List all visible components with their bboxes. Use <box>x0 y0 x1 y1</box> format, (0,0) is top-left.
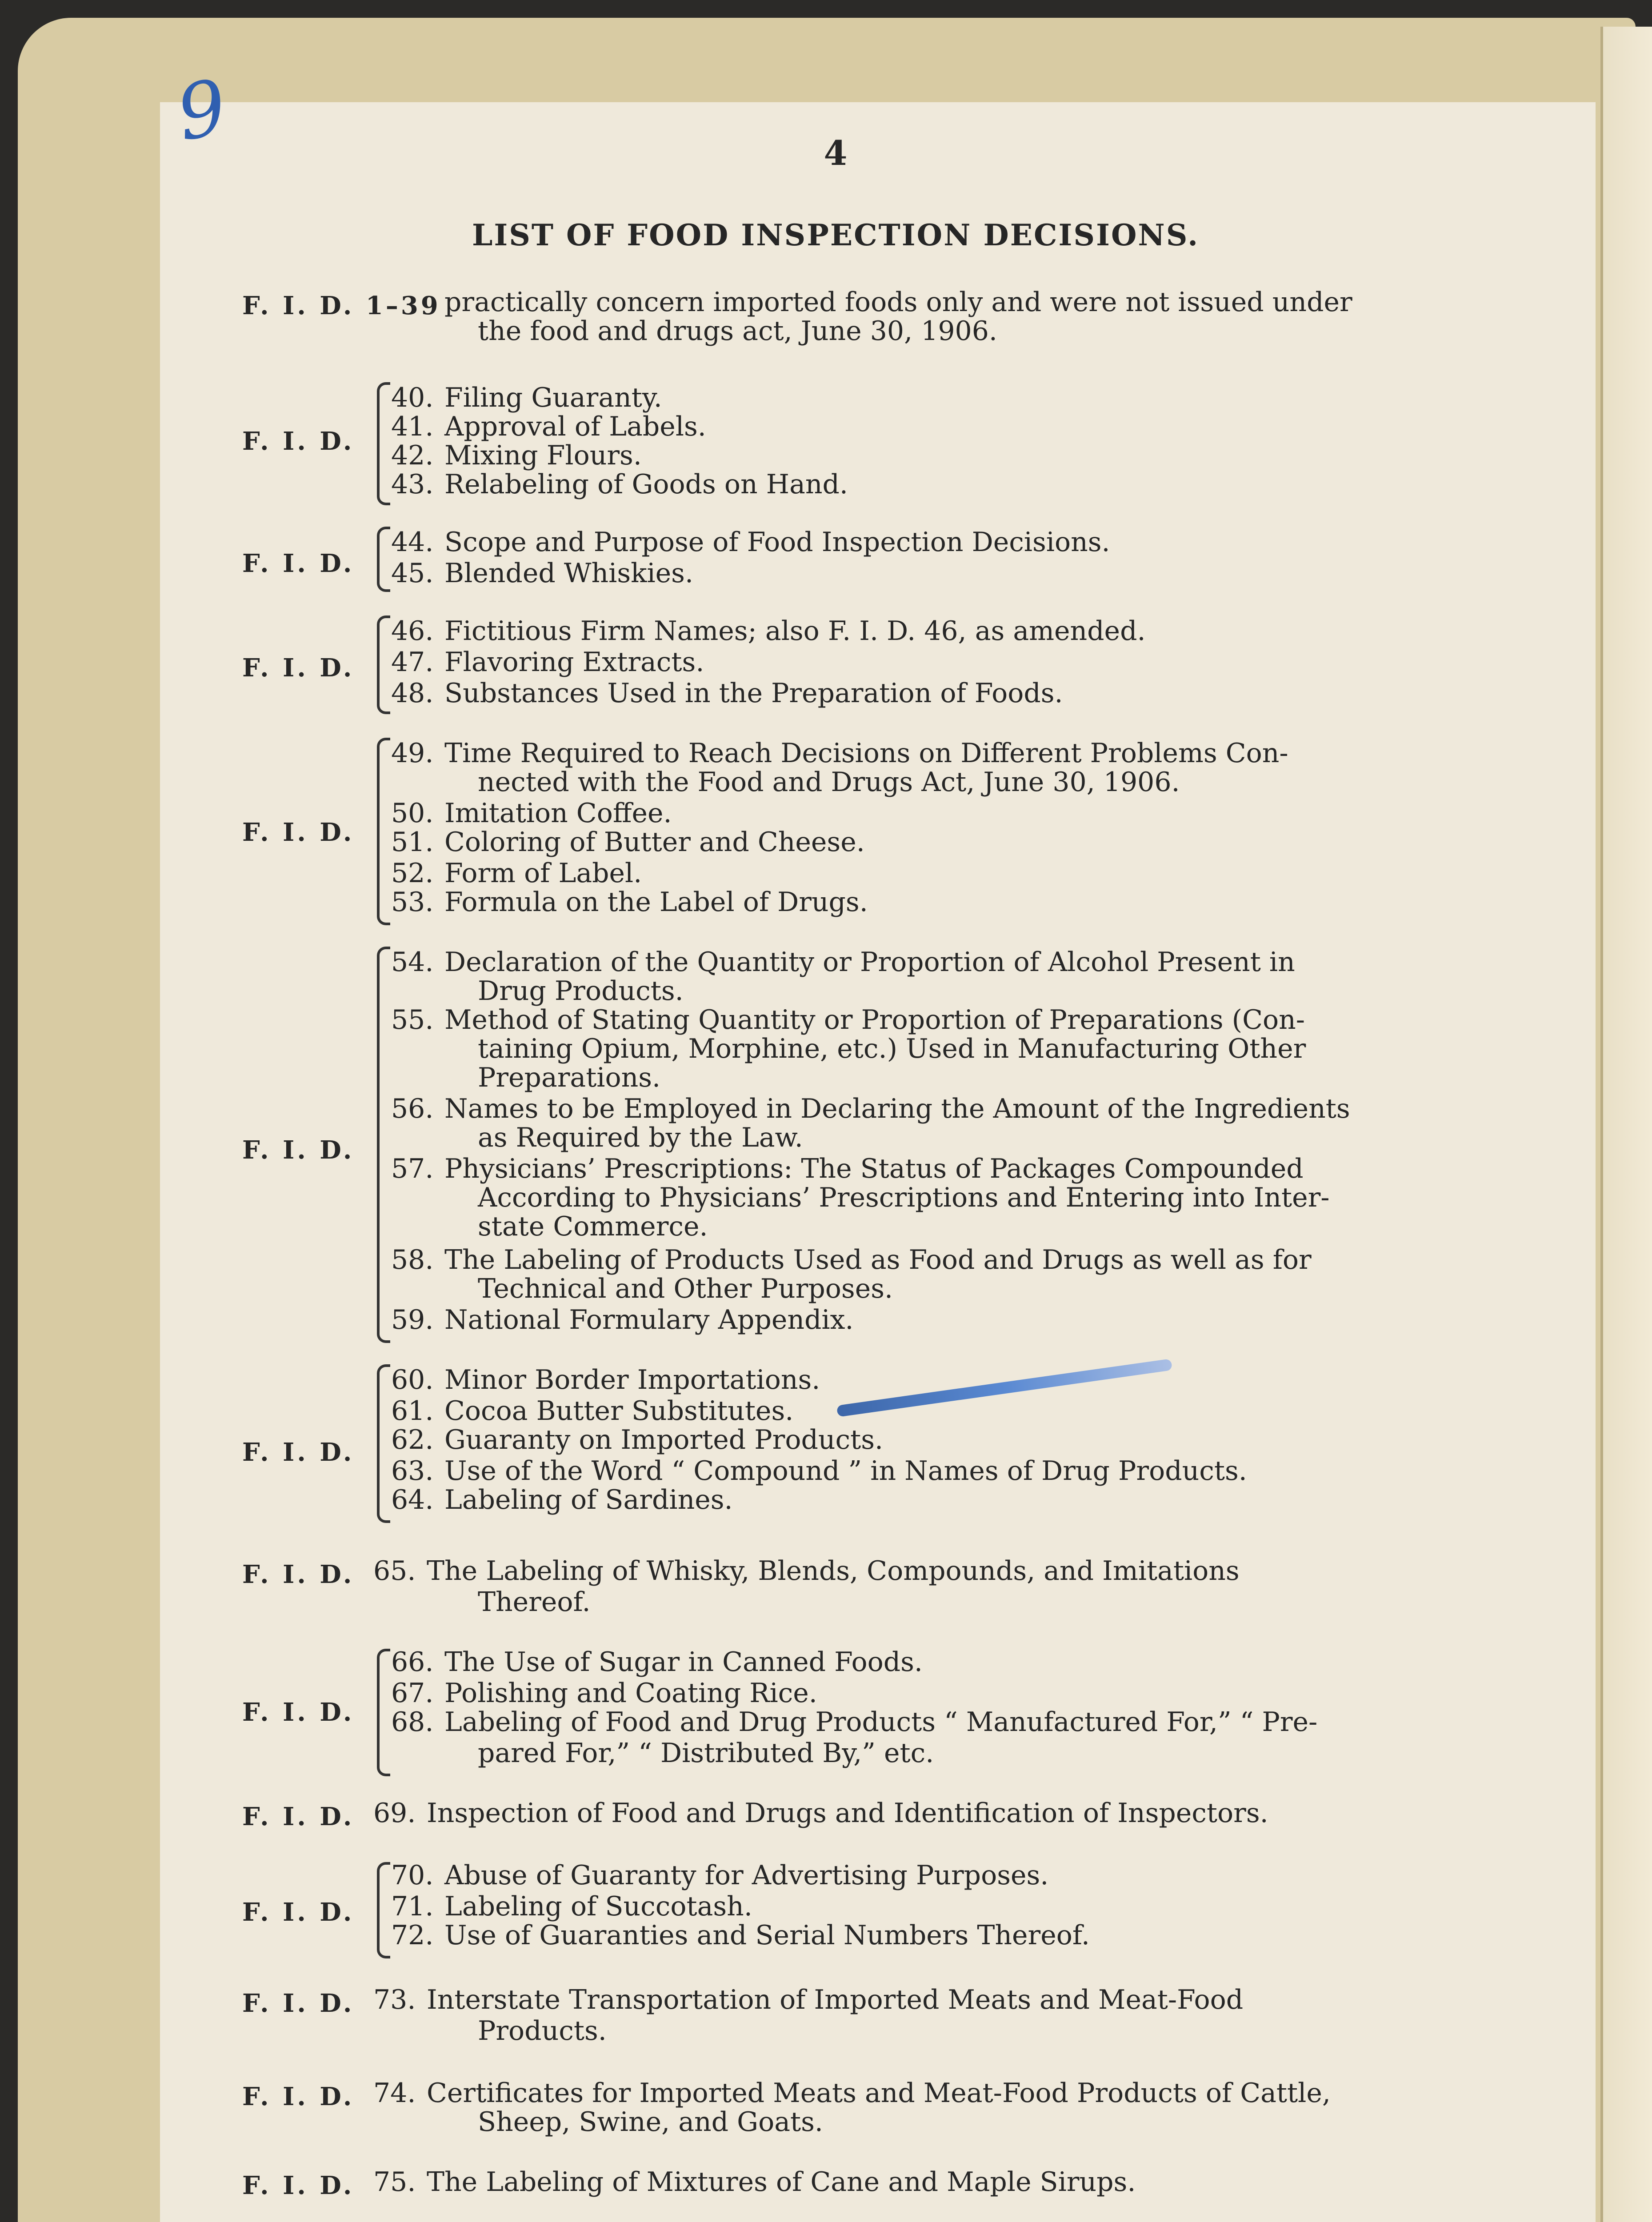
group-brace <box>377 615 390 714</box>
list-item: 55. Method of Stating Quantity or Proportion of Preparations (Con- <box>391 1004 1305 1035</box>
list-item: 44. Scope and Purpose of Food Inspection Decisions. <box>391 527 1110 558</box>
group-brace <box>377 1649 390 1776</box>
list-item: 62. Guaranty on Imported Products. <box>391 1424 884 1455</box>
list-item: 63. Use of the Word “ Compound ” in Names of Drug Products. <box>391 1455 1247 1487</box>
list-item: 64. Labeling of Sardines. <box>391 1484 733 1515</box>
list-item-continued: Preparations. <box>478 1062 661 1093</box>
entry-text-continued: Thereof. <box>478 1587 591 1618</box>
list-item: 70. Abuse of Guaranty for Advertising Purposes. <box>391 1860 1049 1891</box>
group-label: F. I. D. <box>242 427 355 456</box>
group-brace <box>377 738 390 925</box>
entry-text: 74. Certificates for Imported Meats and Meat-Food Products of Cattle, <box>373 2078 1331 2109</box>
list-item: 51. Coloring of Butter and Cheese. <box>391 827 865 858</box>
group-label: F. I. D. <box>242 653 355 683</box>
entry-text-continued: Sheep, Swine, and Goats. <box>478 2106 823 2138</box>
list-item: 47. Flavoring Extracts. <box>391 647 704 678</box>
list-item: 53. Formula on the Label of Drugs. <box>391 887 868 918</box>
list-item: 66. The Use of Sugar in Canned Foods. <box>391 1647 923 1678</box>
group-brace <box>377 1364 390 1523</box>
list-item: 71. Labeling of Succotash. <box>391 1891 752 1922</box>
list-item: 43. Relabeling of Goods on Hand. <box>391 469 848 500</box>
list-item: 72. Use of Guaranties and Serial Numbers Thereof. <box>391 1920 1090 1951</box>
list-item-continued: state Commerce. <box>478 1211 708 1242</box>
group-label: F. I. D. <box>242 1898 355 1927</box>
group-brace <box>377 947 390 1343</box>
group-brace <box>377 382 390 505</box>
entry-text: 65. The Labeling of Whisky, Blends, Compounds, and Imitations <box>373 1555 1240 1587</box>
group-label: F. I. D. <box>242 1698 355 1727</box>
list-item: 59. National Formulary Appendix. <box>391 1304 854 1335</box>
entry-text: practically concern imported foods only and were not issued under <box>444 287 1352 318</box>
entry-text: 73. Interstate Transportation of Imported Meats and Meat-Food <box>373 1984 1244 2015</box>
list-item: 61. Cocoa Butter Substitutes. <box>391 1395 794 1427</box>
list-item: 68. Labeling of Food and Drug Products “ Manufactured For,” “ Pre- <box>391 1706 1318 1738</box>
list-item-continued: Technical and Other Purposes. <box>478 1273 893 1304</box>
list-item: 45. Blended Whiskies. <box>391 558 694 589</box>
list-item: 46. Fictitious Firm Names; also F. I. D. 46, as amended. <box>391 615 1146 647</box>
page-number: 4 <box>824 133 848 173</box>
list-item: 42. Mixing Flours. <box>391 440 642 471</box>
list-item-continued: pared For,” “ Distributed By,” etc. <box>478 1738 934 1769</box>
list-item: 50. Imitation Coffee. <box>391 798 672 829</box>
list-item: 60. Minor Border Importations. <box>391 1364 820 1395</box>
entry-text: 75. The Labeling of Mixtures of Cane and Maple Sirups. <box>373 2166 1136 2198</box>
group-label: F. I. D. <box>242 1438 355 1467</box>
entry-label: F. I. D. <box>242 1802 355 1831</box>
page-title: LIST OF FOOD INSPECTION DECISIONS. <box>472 218 1200 252</box>
list-item: 56. Names to be Employed in Declaring the Amount of the Ingredients <box>391 1093 1350 1124</box>
list-item-continued: as Required by the Law. <box>478 1122 803 1153</box>
list-item: 52. Form of Label. <box>391 858 642 889</box>
list-item: 67. Polishing and Coating Rice. <box>391 1678 817 1709</box>
list-item-continued: taining Opium, Morphine, etc.) Used in Manufacturing Other <box>478 1033 1306 1064</box>
list-item: 40. Filing Guaranty. <box>391 382 662 413</box>
list-item: 48. Substances Used in the Preparation of Foods. <box>391 678 1063 709</box>
list-item: 41. Approval of Labels. <box>391 411 706 442</box>
list-item: 54. Declaration of the Quantity or Proportion of Alcohol Present in <box>391 947 1295 978</box>
entry-label: F. I. D. <box>242 2171 355 2200</box>
entry-label: F. I. D. <box>242 2082 355 2111</box>
group-label: F. I. D. <box>242 818 355 847</box>
list-item: 57. Physicians’ Prescriptions: The Status of Packages Compounded <box>391 1153 1304 1184</box>
group-brace <box>377 527 390 592</box>
group-label: F. I. D. <box>242 1135 355 1165</box>
entry-label: F. I. D. <box>242 1560 355 1589</box>
entry-label: F. I. D. 1–39 <box>242 291 441 320</box>
entry-label: F. I. D. <box>242 1989 355 2018</box>
list-item-continued: nected with the Food and Drugs Act, June 30, 1906. <box>478 767 1180 798</box>
list-item: 49. Time Required to Reach Decisions on Different Problems Con- <box>391 738 1288 769</box>
list-item-continued: According to Physicians’ Prescriptions and Entering into Inter- <box>478 1182 1330 1213</box>
blue-pen-mark <box>836 1359 1172 1417</box>
list-item: 58. The Labeling of Products Used as Food and Drugs as well as for <box>391 1244 1312 1275</box>
entry-text: the food and drugs act, June 30, 1906. <box>478 316 997 347</box>
handwritten-corner-mark: 9 <box>170 63 233 158</box>
entry-text-continued: Products. <box>478 2015 607 2046</box>
group-label: F. I. D. <box>242 549 355 578</box>
list-item-continued: Drug Products. <box>478 975 684 1007</box>
group-brace <box>377 1862 390 1958</box>
entry-text: 69. Inspection of Food and Drugs and Identification of Inspectors. <box>373 1798 1268 1829</box>
